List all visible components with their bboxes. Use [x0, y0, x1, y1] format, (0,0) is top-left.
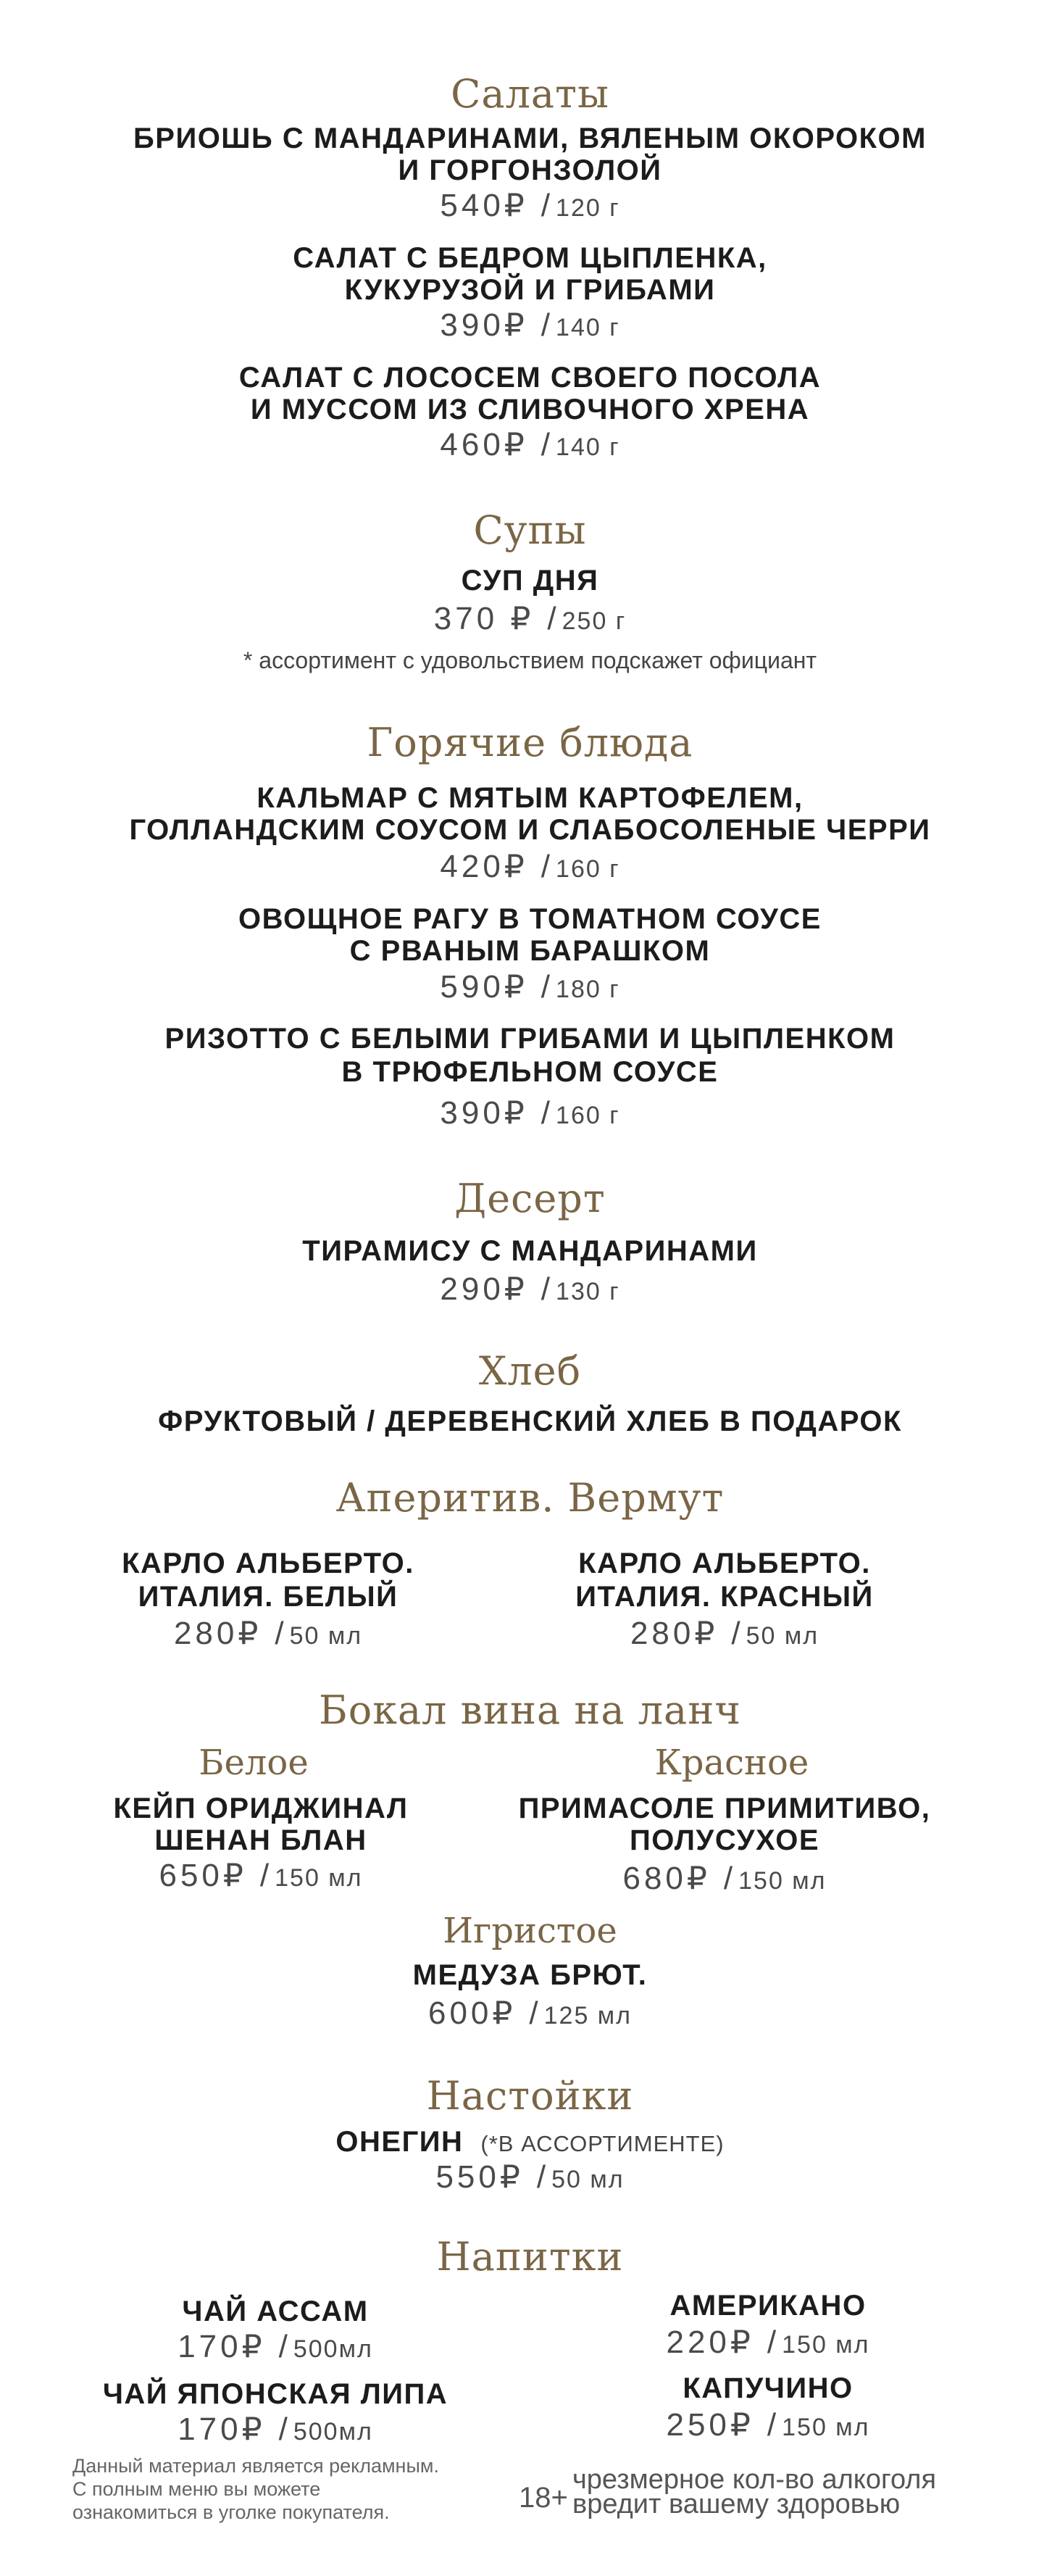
menu-item-name: КУКУРУЗОЙ И ГРИБАМИ — [344, 274, 716, 306]
menu-item-price-row — [0, 307, 1060, 344]
volume: 50 мл — [289, 1622, 363, 1650]
weight: 140 г — [556, 314, 620, 341]
slash: / — [541, 188, 551, 223]
section-title-liqueurs: Настойки — [426, 2073, 634, 2119]
price: 170₽ — [178, 2329, 266, 2364]
weight: 180 г — [556, 976, 620, 1003]
slash: / — [529, 1995, 538, 2031]
volume: 150 мл — [782, 2331, 870, 2359]
menu-item-name: КАРЛО АЛЬБЕРТО. — [122, 1547, 414, 1579]
slash: / — [541, 307, 551, 343]
price: 170₽ — [178, 2411, 266, 2447]
menu-item-price-row — [0, 600, 1060, 637]
menu-item-name: И МУССОМ ИЗ СЛИВОЧНОГО ХРЕНА — [250, 394, 810, 425]
weight: 160 г — [556, 1102, 620, 1129]
volume: 150 мл — [782, 2414, 870, 2441]
liqueur-note: (*В АССОРТИМЕНТЕ) — [480, 2131, 725, 2156]
volume: 150 мл — [275, 1864, 363, 1892]
price: 290₽ — [440, 1271, 528, 1307]
price: 460₽ — [440, 427, 528, 462]
menu-item-name: САЛАТ С ЛОСОСЕМ СВОЕГО ПОСОЛА — [238, 362, 822, 394]
slash: / — [723, 1861, 733, 1896]
menu-item-price-row — [522, 1615, 927, 1652]
section-title-dessert: Десерт — [454, 1176, 606, 1221]
volume: 50 мл — [551, 2166, 625, 2193]
menu-item-name: БРИОШЬ С МАНДАРИНАМИ, ВЯЛЕНЫМ ОКОРОКОМ — [133, 122, 927, 154]
menu-item-price-row — [0, 1271, 1060, 1308]
menu-item-price-row — [609, 2406, 927, 2443]
warning-line: чрезмерное кол-во алкоголя — [572, 2464, 937, 2495]
volume: 50 мл — [746, 1622, 819, 1650]
menu-item-name: КАЛЬМАР С МЯТЫМ КАРТОФЕЛЕМ, — [256, 782, 804, 814]
slash: / — [541, 1095, 551, 1131]
weight: 250 г — [562, 607, 627, 635]
section-title-hot: Горячие блюда — [367, 720, 693, 765]
volume: 500мл — [293, 2418, 373, 2446]
price: 540₽ — [440, 188, 528, 223]
menu-item-name: КАРЛО АЛЬБЕРТО. — [578, 1547, 871, 1579]
menu-item-price-row — [493, 1860, 956, 1897]
price: 680₽ — [622, 1861, 711, 1896]
menu-item-name: ГОЛЛАНДСКИМ СОУСОМ И СЛАБОСОЛЕНЫЕ ЧЕРРИ — [129, 814, 931, 846]
menu-item-name: ФРУКТОВЫЙ / ДЕРЕВЕНСКИЙ ХЛЕБ В ПОДАРОК — [158, 1405, 902, 1437]
warning-line: вредит вашему здоровью — [572, 2489, 901, 2519]
volume: 150 мл — [738, 1867, 827, 1895]
menu-item-name: ПОЛУСУХОЕ — [630, 1824, 819, 1856]
weight: 120 г — [556, 194, 620, 222]
price: 550₽ — [435, 2159, 524, 2195]
menu-item-price-row — [0, 968, 1060, 1005]
section-title-bread: Хлеб — [478, 1348, 582, 1394]
slash: / — [731, 1616, 740, 1651]
menu-item-name: РИЗОТТО С БЕЛЫМИ ГРИБАМИ И ЦЫПЛЕНКОМ — [164, 1023, 896, 1055]
age-restriction: 18+ — [519, 2482, 568, 2514]
slash: / — [278, 2329, 288, 2364]
section-title-aperitif: Аперитив. Вермут — [335, 1475, 725, 1521]
menu-item-name: ОВОЩНОЕ РАГУ В ТОМАТНОМ СОУСЕ — [238, 903, 822, 935]
section-title-wine: Бокал вина на ланч — [319, 1687, 741, 1733]
slash: / — [767, 2407, 777, 2443]
menu-item-price-row — [0, 2159, 1060, 2195]
section-title-soups: Супы — [473, 507, 587, 553]
slash: / — [275, 1616, 284, 1651]
menu-item-name: МЕДУЗА БРЮТ. — [412, 1959, 648, 1991]
menu-item-name: СУП ДНЯ — [461, 565, 599, 597]
price: 600₽ — [427, 1995, 517, 2031]
slash: / — [547, 601, 556, 636]
menu-item-price-row — [0, 426, 1060, 463]
slash: / — [536, 2159, 546, 2195]
wine-sparkling-label: Игристое — [443, 1911, 617, 1951]
menu-item-name: КЕЙП ОРИДЖИНАЛ — [113, 1792, 409, 1824]
volume: 125 мл — [543, 2002, 633, 2029]
menu-item-name: ШЕНАН БЛАН — [154, 1824, 367, 1856]
menu-item-name: ПРИМАСОЛЕ ПРИМИТИВО, — [518, 1792, 931, 1824]
weight: 130 г — [556, 1278, 620, 1305]
menu-item-price-row — [0, 187, 1060, 224]
wine-white-label: Белое — [199, 1742, 309, 1783]
menu-item-price-row — [94, 2411, 456, 2448]
slash: / — [278, 2411, 288, 2447]
price: 420₽ — [440, 849, 528, 884]
disclaimer-line: С полным меню вы можете — [72, 2478, 321, 2500]
menu-item-price-row — [94, 1857, 427, 1894]
menu-item-price-row — [94, 1615, 442, 1652]
menu-item-price-row — [0, 848, 1060, 885]
wine-red-label: Красное — [654, 1742, 809, 1783]
slash: / — [541, 969, 551, 1005]
price: 280₽ — [173, 1616, 262, 1651]
price: 370 ₽ — [433, 601, 535, 636]
menu-item-name: ИТАЛИЯ. КРАСНЫЙ — [575, 1581, 874, 1613]
price: 250₽ — [666, 2407, 754, 2443]
price: 220₽ — [666, 2324, 754, 2360]
price: 650₽ — [159, 1858, 247, 1893]
menu-item-price-row — [0, 1094, 1060, 1131]
menu-item-name: И ГОРГОНЗОЛОЙ — [398, 154, 662, 186]
liqueur-row — [0, 2125, 1060, 2159]
menu-item-name: САЛАТ С БЕДРОМ ЦЫПЛЕНКА, — [293, 242, 767, 274]
menu-item-name: ЧАЙ ЯПОНСКАЯ ЛИПА — [102, 2378, 448, 2410]
menu-item-name: ТИРАМИСУ С МАНДАРИНАМИ — [302, 1235, 758, 1267]
menu-item-price-row — [109, 2328, 442, 2365]
disclaimer-line: ознакомиться в уголке покупателя. — [72, 2501, 390, 2523]
menu-item-name: ЧАЙ АССАМ — [182, 2295, 369, 2327]
slash: / — [541, 1271, 551, 1307]
section-title-drinks: Напитки — [436, 2234, 624, 2280]
slash: / — [767, 2324, 777, 2360]
disclaimer-line: Данный материал является рекламным. — [72, 2455, 439, 2477]
menu-item-name: АМЕРИКАНО — [669, 2290, 867, 2322]
footer-disclaimer — [72, 2454, 522, 2524]
price: 390₽ — [440, 307, 528, 343]
alcohol-warning — [572, 2464, 1036, 2519]
price: 390₽ — [440, 1095, 528, 1131]
menu-item-name: КАПУЧИНО — [683, 2372, 854, 2404]
slash: / — [541, 849, 551, 884]
menu-item-price-row — [609, 2324, 927, 2361]
section-title-salads: Салаты — [451, 71, 609, 117]
menu-item-price-row — [0, 1995, 1060, 2032]
price: 280₽ — [630, 1616, 719, 1651]
volume: 500мл — [293, 2335, 373, 2363]
menu-item-name: ИТАЛИЯ. БЕЛЫЙ — [138, 1581, 398, 1613]
slash: / — [541, 427, 551, 462]
soups-note: * ассортимент с удовольствием подскажет официант — [243, 647, 817, 673]
slash: / — [259, 1858, 270, 1893]
menu-item-name: ОНЕГИН — [335, 2126, 464, 2158]
menu-item-name: С РВАНЫМ БАРАШКОМ — [349, 935, 711, 967]
price: 590₽ — [440, 969, 528, 1005]
weight: 160 г — [556, 855, 620, 883]
menu-item-name: В ТРЮФЕЛЬНОМ СОУСЕ — [341, 1056, 719, 1088]
weight: 140 г — [556, 433, 620, 461]
